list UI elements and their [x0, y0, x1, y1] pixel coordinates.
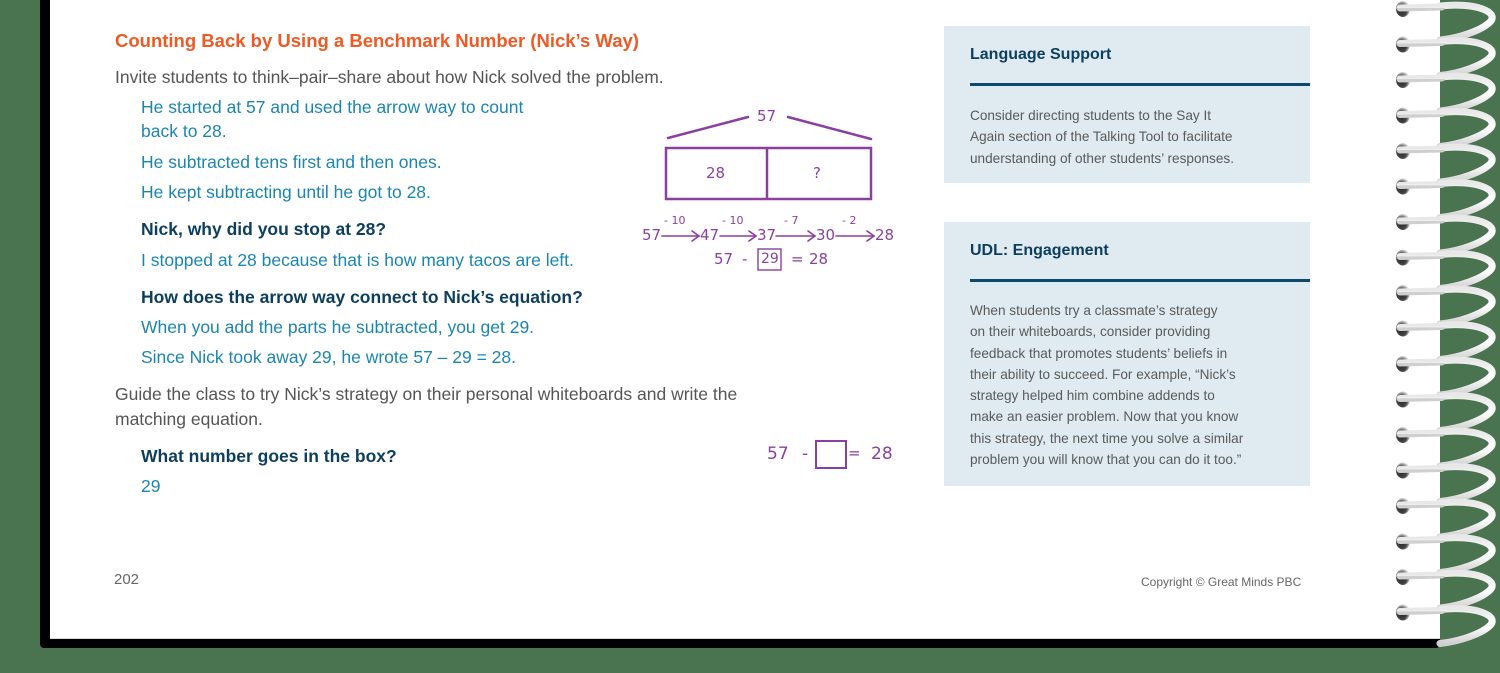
- box-equation-result: 28: [871, 444, 893, 464]
- tape-part-known: 28: [706, 164, 726, 182]
- sidebar-line: understanding of other students’ responses.: [970, 150, 1234, 166]
- guide-text: Guide the class to try Nick’s strategy on their personal whiteboards and write the: [115, 384, 738, 404]
- equation-minus: -: [742, 250, 748, 268]
- sidebar-divider: [970, 279, 1310, 282]
- arrow-step-label: - 7: [784, 214, 799, 227]
- udl-engagement-box: [944, 222, 1310, 486]
- sidebar-line: make an easier problem. Now that you know: [970, 409, 1239, 425]
- student-response: When you add the parts he subtracted, you get 29.: [141, 317, 535, 337]
- intro-text: Invite students to think–pair–share about how Nick solved the problem.: [115, 67, 664, 87]
- student-response: Since Nick took away 29, he wrote 57 – 29 = 28.: [141, 347, 517, 367]
- sidebar-line: Again section of the Talking Tool to facilitate: [970, 129, 1233, 145]
- sidebar-body: [970, 105, 1300, 169]
- sidebar-heading: UDL: Engagement: [970, 242, 1109, 259]
- sidebar-line: strategy helped him combine addends to: [970, 388, 1215, 404]
- box-equation-equals: =: [848, 444, 861, 462]
- teacher-question: What number goes in the box?: [141, 446, 397, 466]
- arrow-number: 57: [642, 226, 662, 244]
- student-response: 29: [141, 476, 161, 496]
- workbook-page: [50, 0, 1440, 639]
- student-response: He started at 57 and used the arrow way to count: [141, 97, 524, 117]
- sidebar-body: [970, 300, 1300, 470]
- arrow-number: 47: [700, 226, 720, 244]
- student-response: back to 28.: [141, 121, 227, 141]
- arrow-step-label: - 10: [722, 214, 744, 227]
- tape-total: 57: [757, 107, 777, 125]
- equation-boxed-value: 29: [761, 251, 779, 267]
- equation-equals: =: [791, 250, 804, 268]
- sidebar-line: Consider directing students to the Say It: [970, 108, 1212, 123]
- sidebar-heading: Language Support: [970, 46, 1112, 63]
- page-number: 202: [114, 571, 140, 588]
- arrow-step-label: - 10: [664, 214, 686, 227]
- box-equation-minus: -: [802, 444, 809, 464]
- copyright-text: Copyright © Great Minds PBC: [1141, 575, 1302, 589]
- box-equation-minuend: 57: [767, 444, 789, 464]
- sidebar-line: on their whiteboards, consider providing: [970, 324, 1211, 340]
- guide-text: matching equation.: [115, 409, 263, 429]
- sidebar-line: When students try a classmate’s strategy: [970, 303, 1218, 318]
- arrow-step-label: - 2: [842, 214, 857, 227]
- arrow-number: 37: [757, 226, 777, 244]
- language-support-box: [944, 26, 1310, 183]
- sidebar-line: their ability to succeed. For example, “Nick’s: [970, 366, 1236, 382]
- spiral-binding-icon: [1390, 0, 1500, 673]
- student-response: He kept subtracting until he got to 28.: [141, 182, 431, 202]
- sidebar-line: feedback that promotes students’ beliefs in: [970, 345, 1228, 361]
- teacher-question: Nick, why did you stop at 28?: [141, 219, 387, 239]
- sidebar-divider: [970, 83, 1310, 86]
- teacher-question: How does the arrow way connect to Nick’s equation?: [141, 287, 583, 307]
- sidebar-line: this strategy, the next time you solve a similar: [970, 430, 1244, 446]
- equation-minuend: 57: [714, 250, 734, 268]
- arrow-number: 28: [875, 226, 895, 244]
- section-title: Counting Back by Using a Benchmark Number (Nick’s Way): [115, 30, 639, 51]
- tape-part-unknown: ?: [813, 164, 821, 182]
- student-response: I stopped at 28 because that is how many tacos are left.: [141, 250, 574, 270]
- sidebar-line: problem you will know that you can do it too.”: [970, 452, 1242, 468]
- student-response: He subtracted tens first and then ones.: [141, 152, 442, 172]
- equation-result: 28: [809, 250, 829, 268]
- arrow-number: 30: [816, 226, 836, 244]
